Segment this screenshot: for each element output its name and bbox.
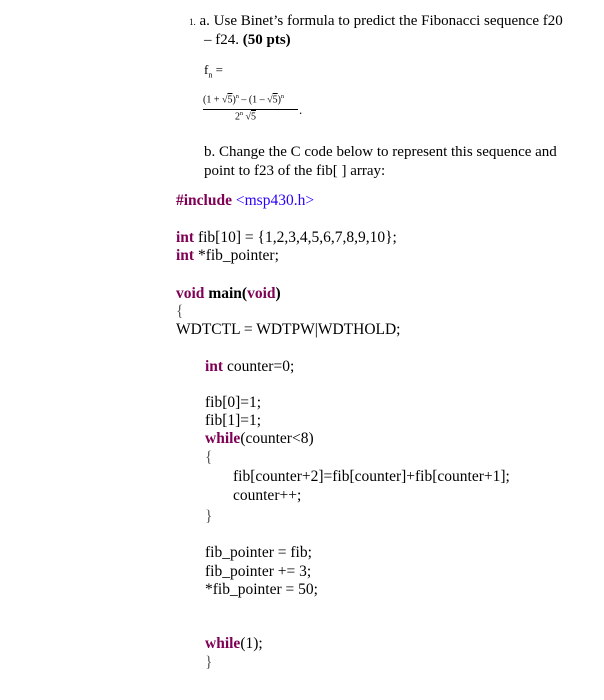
part-a-letter: a. <box>199 13 210 29</box>
numerator-part: ) <box>232 94 236 106</box>
question-number: 1. <box>189 17 196 27</box>
code-text: (1); <box>240 635 263 652</box>
numerator-part: n <box>280 94 284 100</box>
code-include-keyword: #include <box>176 192 232 209</box>
code-keyword: int <box>176 247 195 264</box>
formula-lhs <box>204 62 223 80</box>
numerator-part: – (1 – √ <box>238 94 273 106</box>
code-keyword: void <box>176 285 205 302</box>
numerator-part: (1 + √ <box>203 94 228 106</box>
denominator-exp: n <box>240 111 243 117</box>
question-1-part-a-line1 <box>189 11 563 32</box>
code-fib-array-line <box>176 228 397 248</box>
numerator-part: ) <box>277 94 281 106</box>
denominator-root: √ <box>245 111 251 123</box>
code-text: *fib_pointer; <box>194 247 279 264</box>
formula-trailing: . <box>299 102 303 117</box>
formula-fraction-bar <box>203 109 298 110</box>
part-b-line2: point to f23 of the fib[ ] array: <box>204 163 386 179</box>
part-a-text-line2: – f24. <box>204 32 243 48</box>
code-include-file: <msp430.h> <box>231 192 315 209</box>
formula-lhs-sub: n <box>208 70 213 80</box>
code-keyword: int <box>205 358 224 375</box>
code-counter-decl-line <box>205 357 294 377</box>
numerator-part: 5 <box>272 94 278 106</box>
denominator-root-val: 5 <box>251 111 256 123</box>
code-while-line <box>205 429 314 449</box>
code-function-name: main( <box>204 285 248 302</box>
code-fib-calc-line: fib[counter+2]=fib[counter]+fib[counter+1]; <box>233 468 510 485</box>
formula-equals: = <box>215 62 223 77</box>
code-counter-inc-line: counter++; <box>233 487 302 504</box>
part-b-line1 <box>204 142 557 162</box>
code-ptr-add-line: fib_pointer += 3; <box>205 563 312 580</box>
code-text: (counter<8) <box>240 430 314 447</box>
code-keyword: while <box>205 635 241 652</box>
part-b-letter: b. <box>204 144 216 160</box>
code-ptr-assign-line: fib_pointer = fib; <box>205 544 312 561</box>
code-keyword: while <box>205 430 241 447</box>
code-text: ) <box>275 285 281 302</box>
formula-denominator <box>235 111 256 122</box>
numerator-part: 5 <box>227 94 233 106</box>
code-fib1-line: fib[1]=1; <box>205 412 262 429</box>
code-text: counter=0; <box>223 358 295 375</box>
code-wdt-line: WDTCTL = WDTPW|WDTHOLD; <box>176 321 401 338</box>
code-fib-pointer-decl-line <box>176 246 279 266</box>
code-main-close-brace: } <box>205 654 213 671</box>
denominator-base: 2 <box>235 111 240 123</box>
formula-numerator <box>203 94 284 105</box>
code-main-open-brace: { <box>176 303 184 320</box>
part-b-text-line1: Change the C code below to represent this sequence and <box>219 144 557 160</box>
code-include-line <box>176 191 314 211</box>
code-while-open-brace: { <box>205 449 213 466</box>
part-a-text-line1: Use Binet’s formula to predict the Fibonacci sequence f20 <box>213 13 563 29</box>
code-while-close-brace: } <box>205 508 213 525</box>
code-ptr-deref-line: *fib_pointer = 50; <box>205 581 318 598</box>
code-while-forever-line <box>205 634 263 654</box>
code-main-signature-line <box>176 284 281 304</box>
code-text: fib[10] = {1,2,3,4,5,6,7,8,9,10}; <box>194 229 397 246</box>
formula-lhs-var: f <box>204 62 209 77</box>
part-a-points: (50 pts) <box>242 32 291 48</box>
question-1-part-a-line2 <box>204 30 291 50</box>
code-fib0-line: fib[0]=1; <box>205 394 262 411</box>
code-keyword: void <box>247 285 276 302</box>
numerator-part: n <box>235 94 239 100</box>
code-keyword: int <box>176 229 195 246</box>
